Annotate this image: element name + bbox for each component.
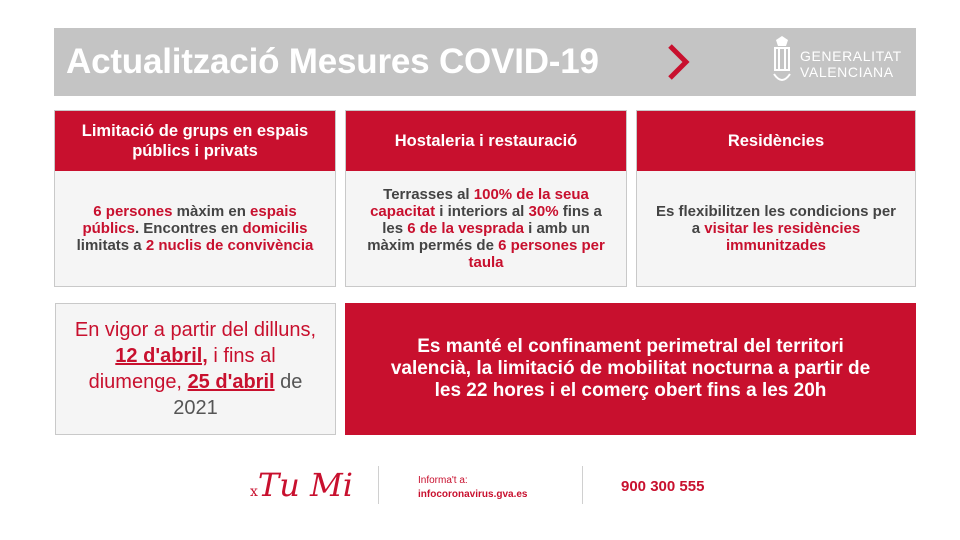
info-url-link[interactable]: infocoronavirus.gva.es <box>418 489 528 500</box>
text: Es flexibilitzen les condicions per a <box>655 203 897 237</box>
text-red: 6 de la vesprada <box>407 220 524 237</box>
header-banner <box>54 28 916 96</box>
year-text: de 2021 <box>173 371 303 419</box>
text-red: 6 persones per taula <box>468 237 605 271</box>
text-red: 30% <box>528 203 559 220</box>
start-date: 12 d'abril, <box>115 345 208 367</box>
text: fins a les <box>382 203 602 237</box>
text: i amb un màxim permés de <box>367 220 590 254</box>
notice-text: Es manté el confinament perimetral del territori valencià, la limitació de mobilitat nocturna a partir de les 22 hores i el comerç obert fins a les 20h <box>390 336 871 401</box>
phone-number[interactable]: 900 300 555 <box>621 478 705 495</box>
text: Terrasses al <box>383 186 474 203</box>
card-title: Hostaleria i restauració <box>346 111 626 171</box>
logo-x: x <box>250 484 258 500</box>
card-body <box>637 171 915 286</box>
card-hospitality <box>345 110 627 287</box>
logo-text: Tu Mi <box>257 466 354 504</box>
info-label: Informa't a: <box>418 475 468 486</box>
card-residences <box>636 110 916 287</box>
text: . Encontres en <box>134 220 243 237</box>
validity-box <box>55 303 336 435</box>
text-red: 6 persones <box>93 203 173 220</box>
page-title: Actualització Mesures COVID-19 <box>66 42 599 81</box>
text: i interiors al <box>435 203 529 220</box>
coat-of-arms-icon <box>770 36 794 86</box>
divider <box>582 466 583 504</box>
text-red: 2 nuclis de convivència <box>145 237 314 254</box>
card-title: Residències <box>637 111 915 171</box>
divider <box>378 466 379 504</box>
chevron-right-icon <box>660 42 696 82</box>
info-block <box>418 474 527 502</box>
text-red: espais públics <box>82 203 297 237</box>
card-body <box>55 171 335 286</box>
logo-line1: GENERALITAT <box>800 48 902 64</box>
text-red: visitar les residències immunitzades <box>704 220 861 254</box>
text-red: domicilis <box>242 220 308 237</box>
text: En vigor a partir del dilluns, <box>74 319 317 341</box>
card-title: Limitació de grups en espais públics i privats <box>55 111 335 171</box>
text: limitats a <box>76 237 146 254</box>
generalitat-logo <box>770 36 910 90</box>
end-date: 25 d'abril <box>187 371 275 393</box>
text: i fins al diumenge, <box>88 345 276 393</box>
logo-line2: VALENCIANA <box>800 64 894 80</box>
card-groups <box>54 110 336 287</box>
text-red: 100% de la seua capacitat <box>370 186 589 220</box>
card-body <box>346 171 626 286</box>
tu-mi-logo <box>250 465 354 505</box>
text: màxim en <box>172 203 251 220</box>
notice-box <box>345 303 916 435</box>
